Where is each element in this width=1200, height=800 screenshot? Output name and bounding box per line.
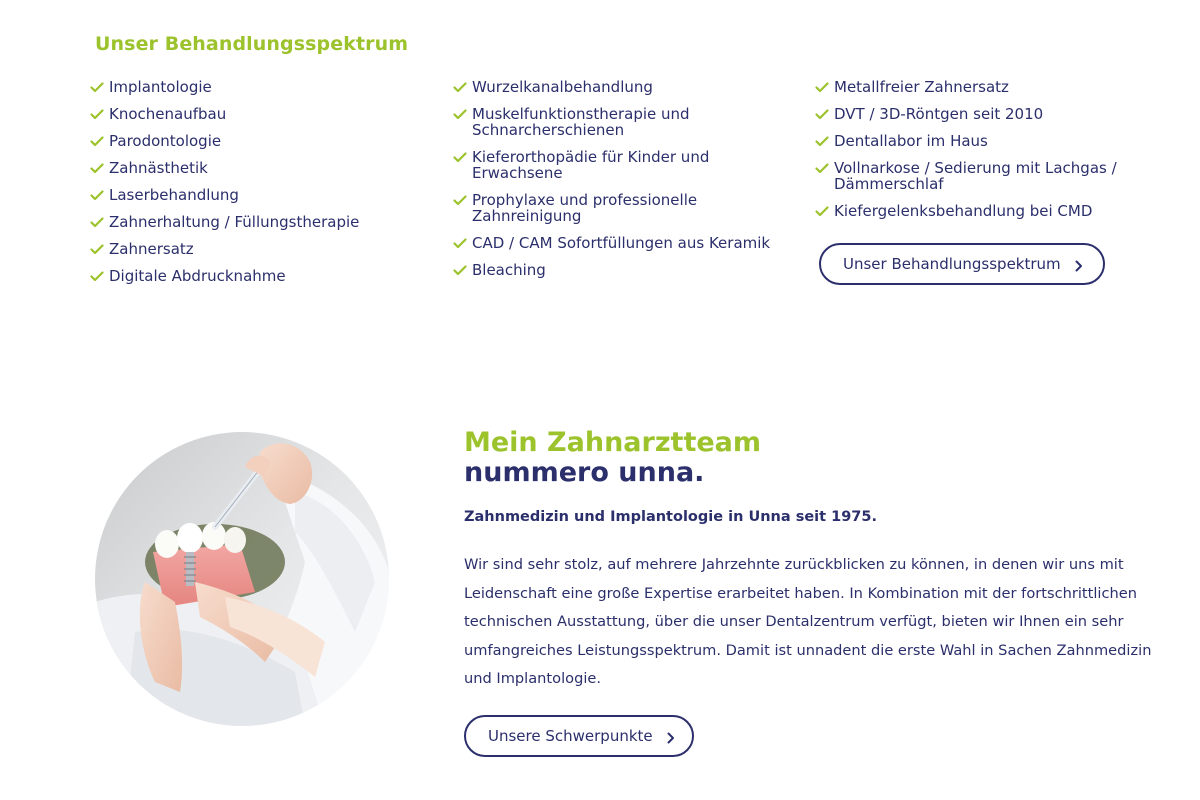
check-icon bbox=[453, 109, 467, 120]
check-icon bbox=[90, 82, 104, 93]
service-list-item bbox=[453, 235, 793, 251]
check-icon bbox=[815, 109, 829, 120]
service-list-item-label: DVT / 3D-Röntgen seit 2010 bbox=[834, 105, 1044, 123]
team-subtitle: Zahnmedizin und Implantologie in Unna seit 1975. bbox=[464, 509, 877, 525]
section-title: Unser Behandlungsspektrum bbox=[95, 33, 409, 55]
check-icon bbox=[90, 190, 104, 201]
team-body-text: Wir sind sehr stolz, auf mehrere Jahrzehnte zurückblicken zu können, in denen wir uns mit Leidenschaft eine große Expertise erarbeitet haben. In Kombination mit der fortschrittlichen technischen Ausstattung, über die unser Dentalzentrum verfügt, bieten wir Ihnen ein sehr umfangreiches Leistungsspektrum. Damit ist unnadent die erste Wahl in Sachen Zahnmedizin und Implantologie. bbox=[464, 556, 1152, 687]
service-list-item bbox=[453, 106, 793, 138]
service-list-item-label: Metallfreier Zahnersatz bbox=[834, 78, 1009, 96]
chevron-right-icon bbox=[667, 730, 675, 742]
check-icon bbox=[453, 265, 467, 276]
service-list-item bbox=[453, 192, 793, 224]
service-list-item bbox=[815, 79, 1155, 95]
service-list-item bbox=[90, 160, 430, 176]
service-list-item-label: Vollnarkose / Sedierung mit Lachgas / Dämmerschlaf bbox=[834, 159, 1117, 193]
service-list-item bbox=[90, 106, 430, 122]
check-icon bbox=[90, 136, 104, 147]
service-list-item-label: Zahnerhaltung / Füllungstherapie bbox=[109, 213, 360, 231]
check-icon bbox=[453, 82, 467, 93]
service-list-item-label: Parodontologie bbox=[109, 132, 222, 150]
treatment-spectrum-section bbox=[0, 0, 1200, 320]
check-icon bbox=[90, 109, 104, 120]
service-list-column-3 bbox=[815, 79, 1155, 230]
check-icon bbox=[90, 163, 104, 174]
team-heading-line-2: nummero unna. bbox=[464, 457, 705, 488]
service-list-item bbox=[453, 149, 793, 181]
treatment-spectrum-button-label: Unser Behandlungsspektrum bbox=[843, 255, 1061, 273]
service-list-item-label: Laserbehandlung bbox=[109, 186, 239, 204]
service-list-item-label: Prophylaxe und professionelle Zahnreinigung bbox=[472, 191, 698, 225]
focus-areas-button[interactable] bbox=[464, 715, 694, 757]
service-list-column-1 bbox=[90, 79, 430, 295]
service-list-item-label: Wurzelkanalbehandlung bbox=[472, 78, 653, 96]
service-list-item-label: Dentallabor im Haus bbox=[834, 132, 988, 150]
team-heading bbox=[464, 428, 761, 488]
service-list-item-label: Knochenaufbau bbox=[109, 105, 227, 123]
service-list-item-label: Zahnersatz bbox=[109, 240, 194, 258]
service-list-item-label: Kieferorthopädie für Kinder und Erwachsene bbox=[472, 148, 710, 182]
check-icon bbox=[815, 163, 829, 174]
service-list-item bbox=[815, 133, 1155, 149]
service-list-item-label: Zahnästhetik bbox=[109, 159, 208, 177]
check-icon bbox=[815, 206, 829, 217]
service-list-item-label: Digitale Abdrucknahme bbox=[109, 267, 286, 285]
service-list-item bbox=[90, 241, 430, 257]
service-list-column-2 bbox=[453, 79, 793, 289]
service-list-item bbox=[453, 262, 793, 278]
service-list-item-label: Kiefergelenksbehandlung bei CMD bbox=[834, 202, 1093, 220]
check-icon bbox=[453, 238, 467, 249]
service-list-item bbox=[90, 214, 430, 230]
service-list-item-label: Muskelfunktionstherapie und Schnarcherschienen bbox=[472, 105, 690, 139]
service-list-item bbox=[815, 106, 1155, 122]
service-list-item-label: Bleaching bbox=[472, 261, 546, 279]
service-list-item bbox=[815, 203, 1155, 219]
check-icon bbox=[815, 136, 829, 147]
check-icon bbox=[453, 195, 467, 206]
chevron-right-icon bbox=[1075, 258, 1083, 270]
service-list-item-label: CAD / CAM Sofortfüllungen aus Keramik bbox=[472, 234, 771, 252]
focus-areas-button-label: Unsere Schwerpunkte bbox=[488, 727, 653, 745]
check-icon bbox=[90, 217, 104, 228]
team-heading-line-1: Mein Zahnarztteam bbox=[464, 427, 762, 458]
service-list-item bbox=[453, 79, 793, 95]
service-list-item bbox=[90, 268, 430, 284]
dental-implant-model-image bbox=[95, 432, 389, 726]
check-icon bbox=[90, 271, 104, 282]
check-icon bbox=[815, 82, 829, 93]
check-icon bbox=[453, 152, 467, 163]
service-list-item-label: Implantologie bbox=[109, 78, 212, 96]
service-list-item bbox=[90, 187, 430, 203]
service-list-item bbox=[815, 160, 1155, 192]
team-photo bbox=[95, 432, 389, 726]
check-icon bbox=[90, 244, 104, 255]
service-list-item bbox=[90, 79, 430, 95]
service-list-item bbox=[90, 133, 430, 149]
treatment-spectrum-button[interactable] bbox=[819, 243, 1105, 285]
